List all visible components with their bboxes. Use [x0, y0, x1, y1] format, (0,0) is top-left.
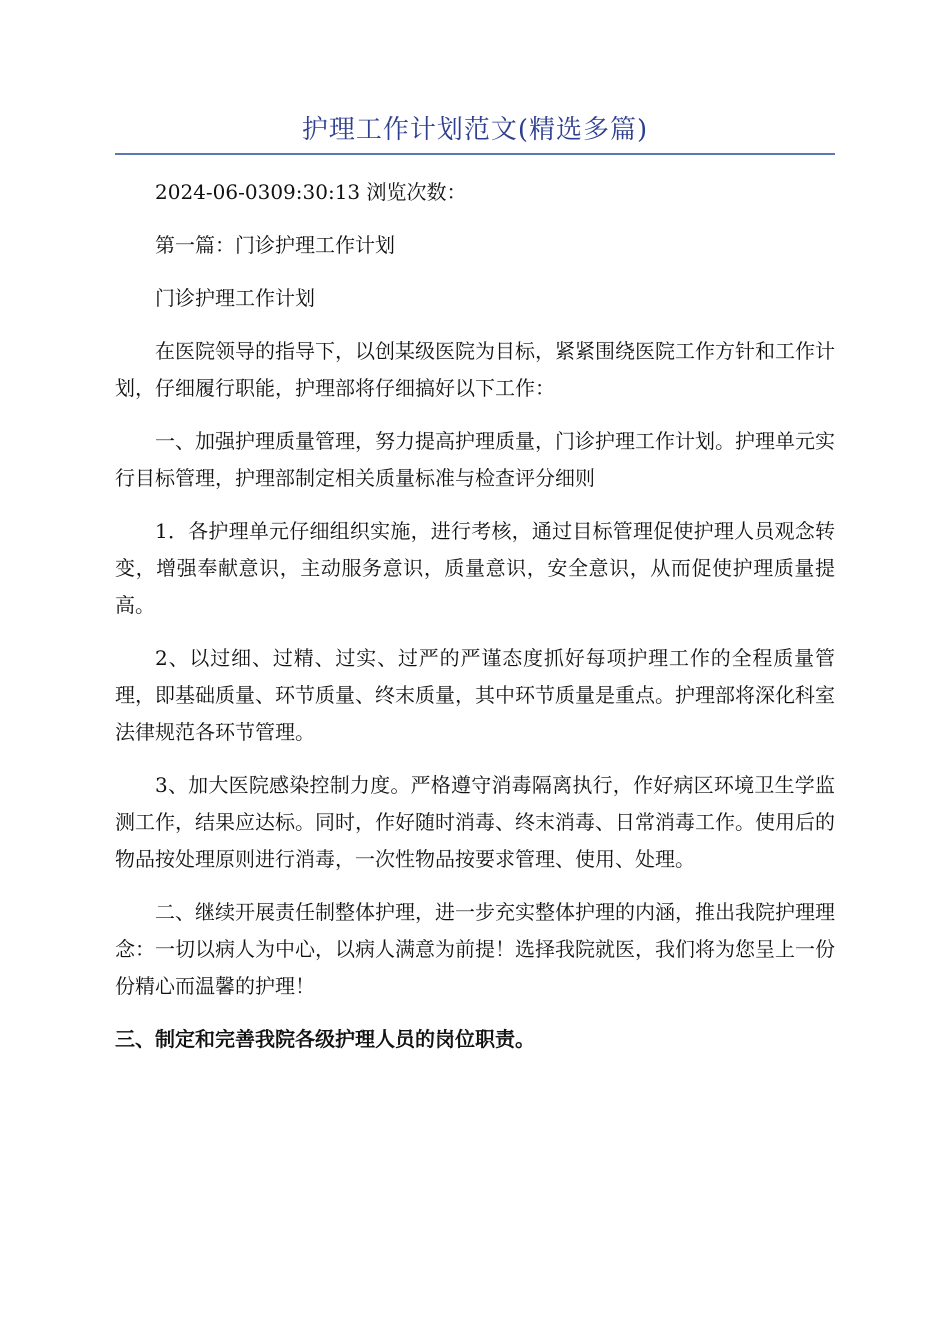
title-underline — [115, 153, 835, 155]
document-body — [115, 174, 835, 1074]
paragraph-item-2: 2、以过细、过精、过实、过严的严谨态度抓好每项护理工作的全程质量管理，即基础质量、环节质量、终末质量，其中环节质量是重点。护理部将深化科室法律规范各环节管理。 — [115, 646, 835, 744]
bold-heading: 三、制定和完善我院各级护理人员的岗位职责。 — [115, 1027, 535, 1051]
subsection-title: 门诊护理工作计划 — [155, 286, 315, 310]
paragraph-item-3: 3、加大医院感染控制力度。严格遵守消毒隔离执行，作好病区环境卫生学监测工作，结果应达标。同时，作好随时消毒、终末消毒、日常消毒工作。使用后的物品按处理原则进行消毒，一次性物品按要求管理、使用、处理。 — [115, 773, 835, 871]
paragraph-point-2: 二、继续开展责任制整体护理，进一步充实整体护理的内涵，推出我院护理理念：一切以病人为中心，以病人满意为前提！选择我院就医，我们将为您呈上一份份精心而温馨的护理！ — [115, 900, 835, 998]
section-title: 第一篇：门诊护理工作计划 — [155, 233, 395, 257]
meta-line: 2024-06-0309:30:13 浏览次数： — [155, 180, 467, 204]
paragraph-intro: 在医院领导的指导下，以创某级医院为目标，紧紧围绕医院工作方针和工作计划，仔细履行职能，护理部将仔细搞好以下工作： — [115, 339, 835, 400]
document-title: 护理工作计划范文(精选多篇) — [301, 115, 649, 145]
paragraph-point-1: 一、加强护理质量管理，努力提高护理质量，门诊护理工作计划。护理单元实行目标管理，护理部制定相关质量标准与检查评分细则 — [115, 429, 835, 490]
paragraph-item-1: 1．各护理单元仔细组织实施，进行考核，通过目标管理促使护理人员观念转变，增强奉献意识，主动服务意识，质量意识，安全意识，从而促使护理质量提高。 — [115, 519, 835, 617]
